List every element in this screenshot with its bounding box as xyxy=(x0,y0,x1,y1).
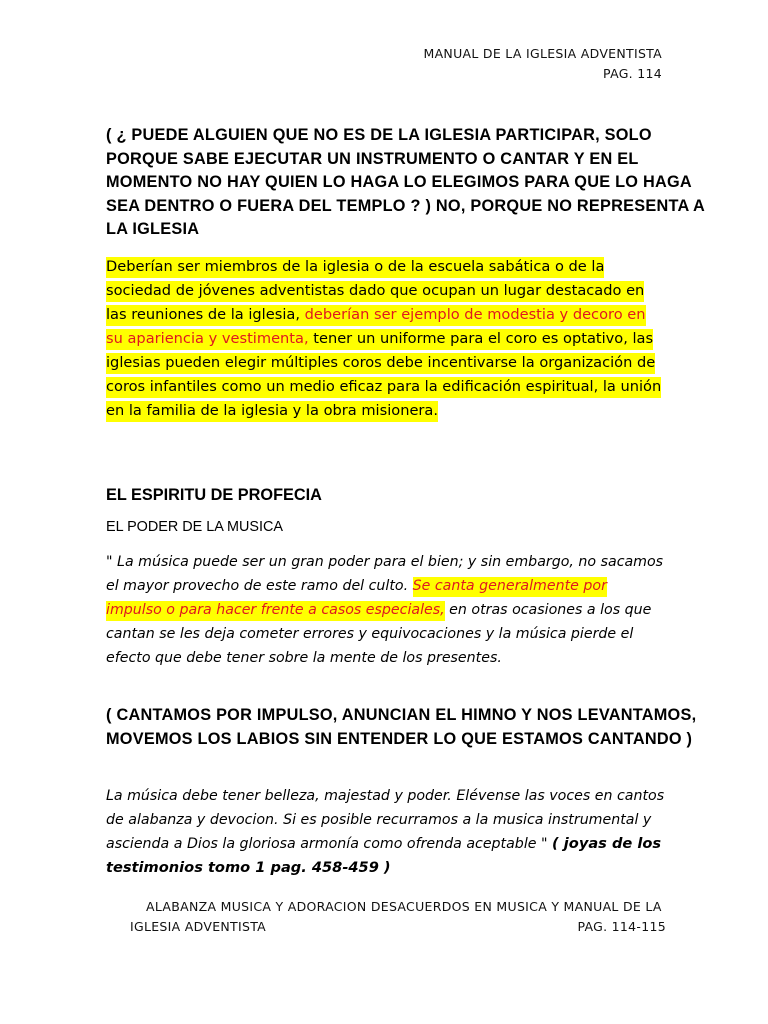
quote-paragraph-2 xyxy=(106,784,686,880)
page-footer xyxy=(130,897,666,937)
footer-page-number: PAG. 114-115 xyxy=(577,919,666,934)
highlight-text-red: deberían ser ejemplo de modestia y decoro en su apariencia y vestimenta, xyxy=(106,305,646,350)
question-paragraph-2: ( CANTAMOS POR IMPULSO, ANUNCIAN EL HIMNO Y NOS LEVANTAMOS, MOVEMOS LOS LABIOS SIN ENTENDER LO QUE ESTAMOS CANTANDO ) xyxy=(106,706,697,748)
section-title: EL ESPIRITU DE PROFECIA xyxy=(106,486,322,504)
header-title: MANUAL DE LA IGLESIA ADVENTISTA xyxy=(423,46,662,61)
quote1-text-2: en otras ocasiones a los que cantan se les deja cometer errores y equivocaciones y la música pierde el efecto que debe tener sobre la mente de los presentes. xyxy=(106,602,652,666)
highlight-text-1: Deberían ser miembros de la iglesia o de la escuela sabática o de la sociedad de jóvenes adventistas dado que ocupan un lugar destacado en las reuniones de la iglesia, xyxy=(106,257,644,326)
quote-paragraph-1 xyxy=(106,550,666,670)
quote1-text-1: " La música puede ser un gran poder para el bien; y sin embargo, no sacamos el mayor provecho de este ramo del culto. xyxy=(106,554,664,594)
highlighted-paragraph xyxy=(106,255,666,423)
highlight-text-2: tener un uniforme para el coro es optativo, las iglesias pueden elegir múltiples coros debe incentivarse la organización de coros infantiles como un medio eficaz para la edificación espiritual, la unión en la familia de la iglesia y la obra misionera. xyxy=(106,329,661,422)
page-header xyxy=(423,44,662,84)
footer-line-2 xyxy=(130,917,666,937)
quote1-red-highlight: Se canta generalmente por impulso o para hacer frente a casos especiales, xyxy=(106,577,607,621)
header-page-number: PAG. 114 xyxy=(603,66,662,81)
quote2-text: La música debe tener belleza, majestad y poder. Elévense las voces en cantos de alabanza y devocion. Si es posible recurramos a la musica instrumental y ascienda a Dios la gloriosa armonía como ofrenda aceptable " xyxy=(106,788,665,852)
question-paragraph: ( ¿ PUEDE ALGUIEN QUE NO ES DE LA IGLESIA PARTICIPAR, SOLO PORQUE SABE EJECUTAR UN INSTRUMENTO O CANTAR Y EN EL MOMENTO NO HAY QUIEN LO HAGA LO ELEGIMOS PARA QUE LO HAGA SEA DENTRO O FUERA DEL TEMPLO ? ) NO, PORQUE NO REPRESENTA A LA IGLESIA xyxy=(106,126,705,238)
footer-left: IGLESIA ADVENTISTA xyxy=(130,919,267,934)
quote2-reference: ( joyas de los testimonios tomo 1 pag. 458-459 ) xyxy=(106,835,662,876)
section-subtitle: EL PODER DE LA MUSICA xyxy=(106,519,284,535)
footer-line-1: ALABANZA MUSICA Y ADORACION DESACUERDOS EN MUSICA Y MANUAL DE LA xyxy=(146,899,662,914)
